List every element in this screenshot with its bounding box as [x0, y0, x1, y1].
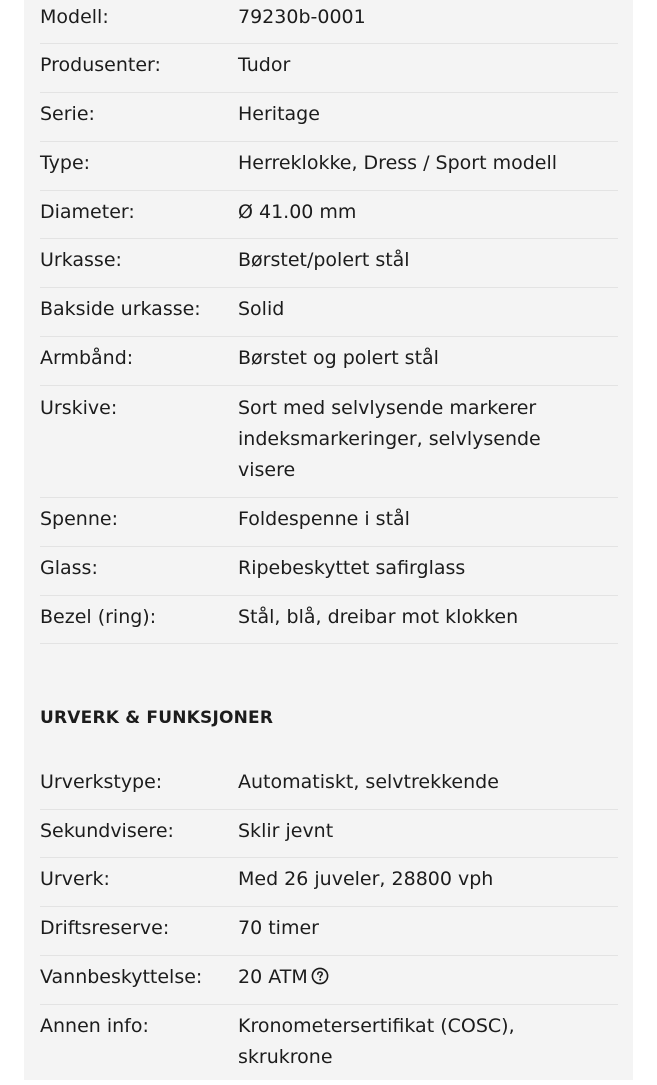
row-value-modell: 79230b-0001	[238, 6, 366, 28]
section-heading-urverk: URVERK & FUNKSJONER	[40, 708, 274, 728]
row-label-sekundvisere: Sekundvisere:	[40, 820, 174, 842]
row-value-type: Herreklokke, Dress / Sport modell	[238, 152, 558, 174]
row-value-urkasse: Børstet/polert stål	[238, 249, 410, 271]
table-row	[40, 93, 618, 142]
table-row	[40, 498, 618, 547]
table-row	[40, 907, 618, 956]
row-label-spenne: Spenne:	[40, 508, 118, 530]
row-value-spenne: Foldespenne i stål	[238, 508, 410, 530]
row-label-bezel: Bezel (ring):	[40, 606, 157, 628]
table-row	[40, 337, 618, 386]
row-value-vannbeskyttelse-wrap	[238, 962, 613, 995]
row-label-urverkstype: Urverkstype:	[40, 771, 163, 793]
table-row	[40, 191, 618, 239]
row-value-produsenter: Tudor	[238, 54, 291, 76]
table-row	[40, 858, 618, 907]
table-row	[40, 239, 618, 288]
table-row	[40, 0, 618, 44]
row-value-serie: Heritage	[238, 103, 320, 125]
row-label-armband: Armbånd:	[40, 347, 134, 369]
row-label-modell: Modell:	[40, 6, 109, 28]
row-label-type: Type:	[40, 152, 91, 174]
row-label-driftsreserve: Driftsreserve:	[40, 917, 170, 939]
row-value-sekundvisere: Sklir jevnt	[238, 820, 334, 842]
row-label-annen-info: Annen info:	[40, 1015, 149, 1037]
row-value-vannbeskyttelse: 20 ATM	[238, 966, 308, 988]
table-row	[40, 44, 618, 93]
row-value-annen-info: Kronometersertifikat (COSC), skrukrone	[238, 1015, 515, 1068]
row-label-serie: Serie:	[40, 103, 95, 125]
row-value-driftsreserve: 70 timer	[238, 917, 319, 939]
row-label-urkasse: Urkasse:	[40, 249, 122, 271]
table-row	[40, 142, 618, 191]
row-label-diameter: Diameter:	[40, 201, 135, 223]
table-row	[40, 547, 618, 596]
table-row	[40, 956, 618, 1005]
row-value-glass: Ripebeskyttet safirglass	[238, 557, 466, 579]
row-value-urverk: Med 26 juveler, 28800 vph	[238, 868, 494, 890]
row-value-bezel: Stål, blå, dreibar mot klokken	[238, 606, 519, 628]
row-label-urverk: Urverk:	[40, 868, 110, 890]
row-value-urverkstype: Automatiskt, selvtrekkende	[238, 771, 499, 793]
row-value-bakside-urkasse: Solid	[238, 298, 285, 320]
row-label-glass: Glass:	[40, 557, 98, 579]
row-label-vannbeskyttelse: Vannbeskyttelse:	[40, 966, 203, 988]
row-label-urskive: Urskive:	[40, 397, 118, 419]
movement-table	[40, 761, 618, 1085]
row-label-bakside-urkasse: Bakside urkasse:	[40, 298, 201, 320]
table-row	[40, 596, 618, 644]
table-row	[40, 761, 618, 810]
table-row	[40, 386, 618, 498]
row-label-produsenter: Produsenter:	[40, 54, 161, 76]
table-row	[40, 810, 618, 858]
help-circle-icon[interactable]	[311, 964, 329, 995]
table-row	[40, 1005, 618, 1085]
specs-table	[40, 0, 618, 644]
row-value-armband: Børstet og polert stål	[238, 347, 439, 369]
row-value-urskive: Sort med selvlysende markerer indeksmarkeringer, selvlysende visere	[238, 397, 541, 481]
table-row	[40, 288, 618, 337]
row-value-diameter: Ø 41.00 mm	[238, 201, 357, 223]
